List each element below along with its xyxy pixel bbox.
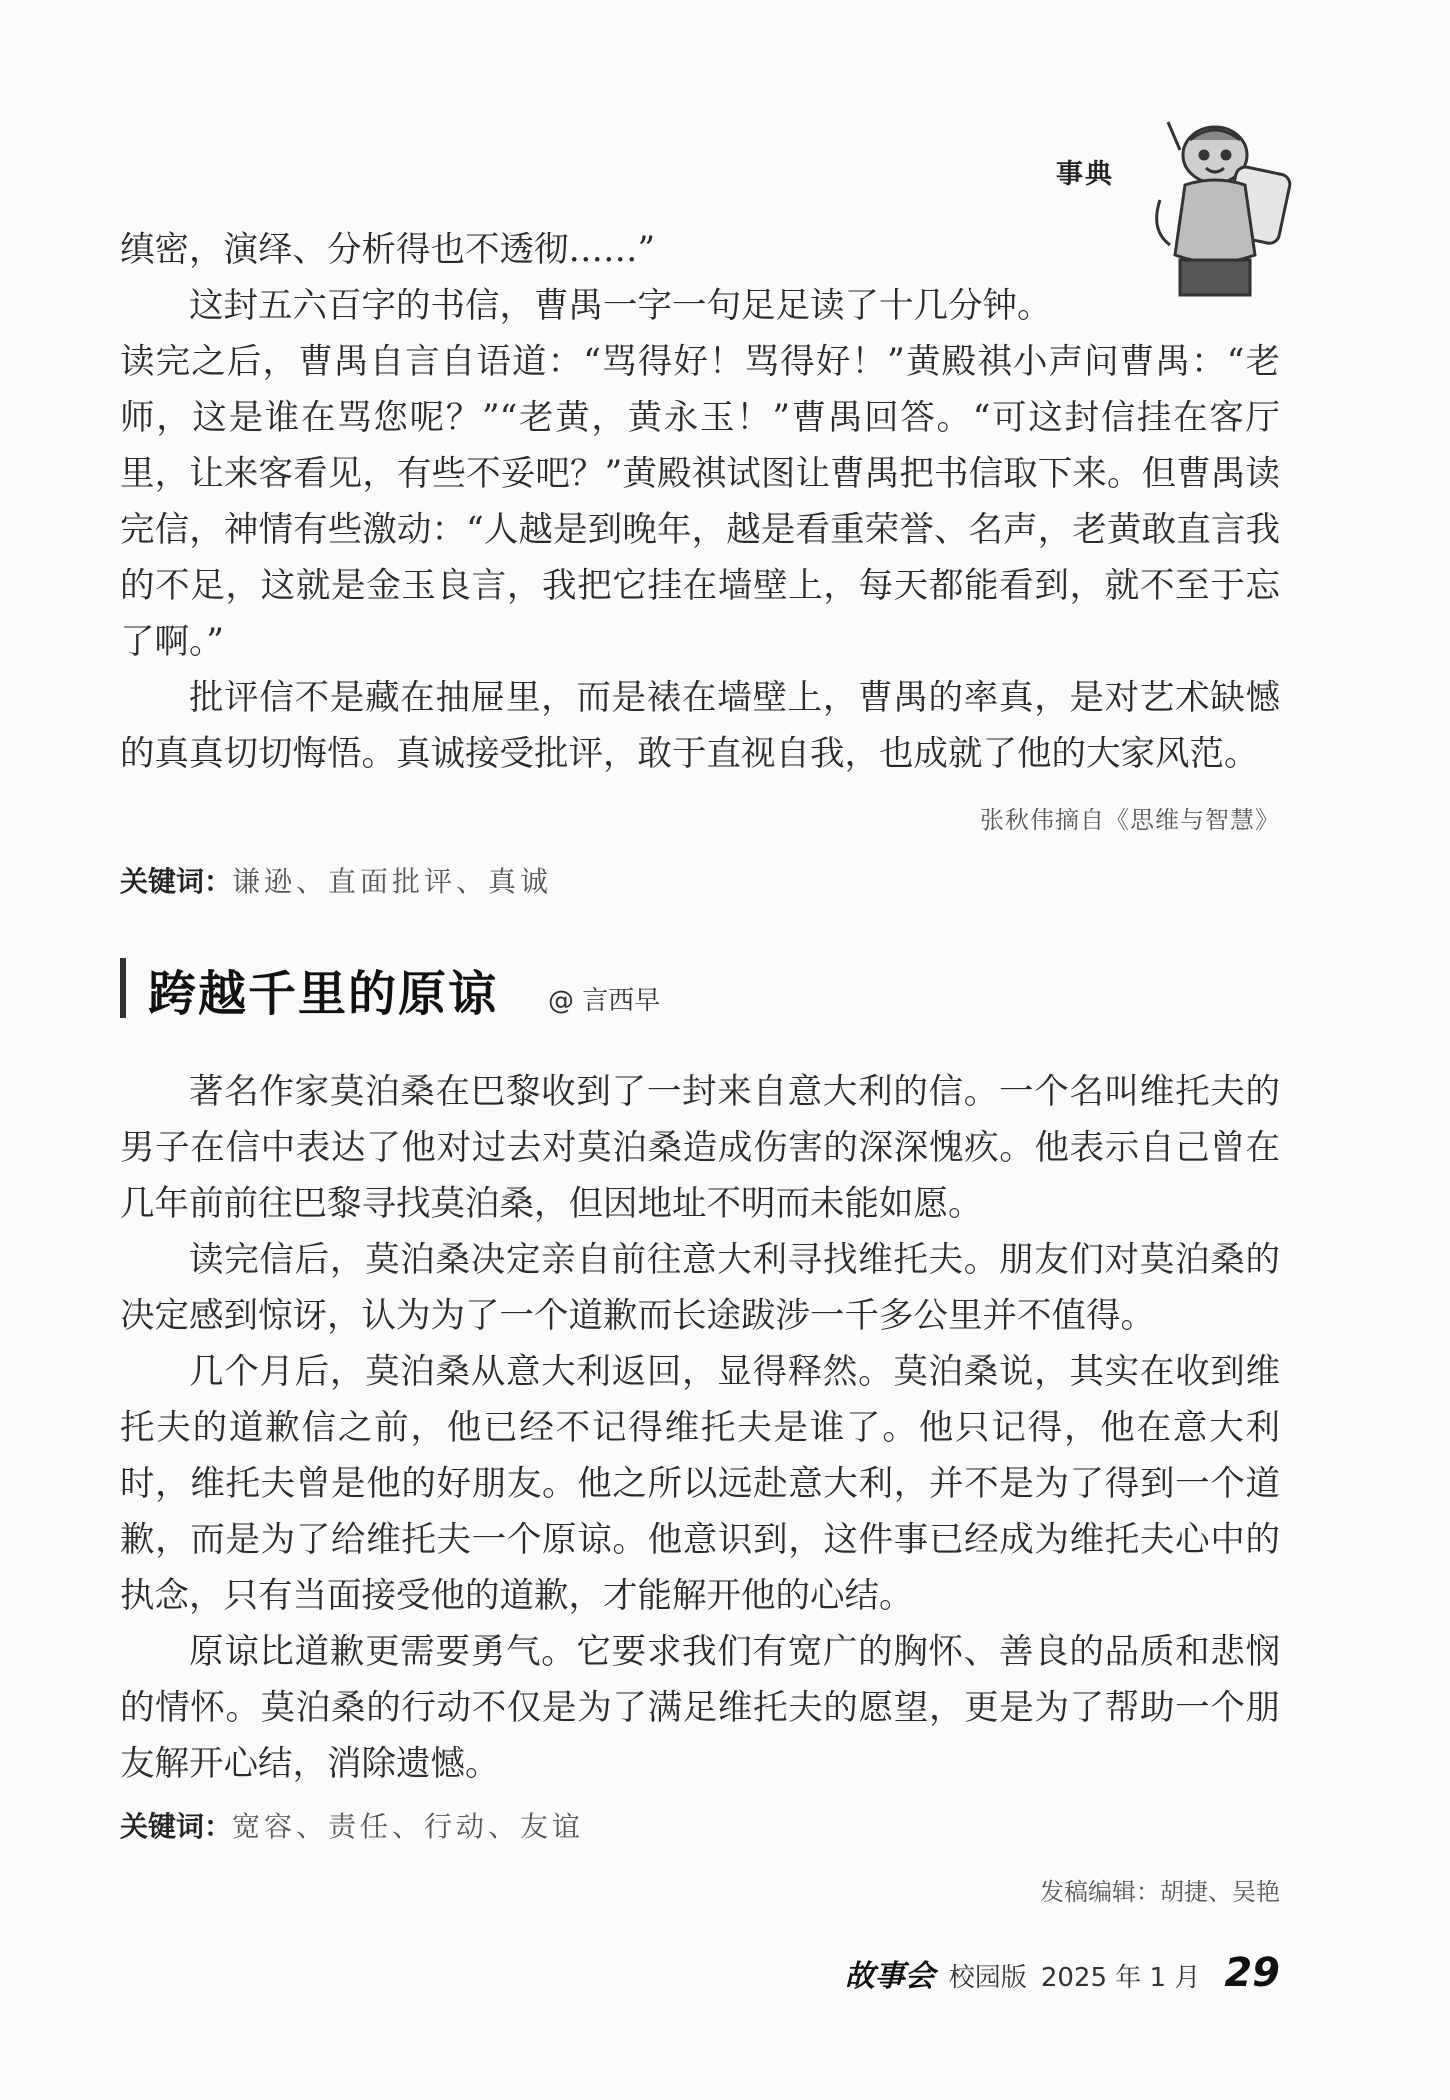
article1-paragraph: 批评信不是藏在抽屉里，而是裱在墙壁上，曹禺的率真，是对艺术缺憾的真真切切悔悟。真诚接受批评，敢于直视自我，也成就了他的大家风范。 <box>120 678 1280 774</box>
section-label: 事典 <box>1056 159 1114 190</box>
magazine-name: 故事会 <box>844 1959 935 1994</box>
magazine-edition: 校园版 <box>948 1963 1027 1993</box>
keywords-values: 谦逊、直面批评、真诚 <box>232 865 553 898</box>
article2-title: 跨越千里的原谅 <box>148 966 499 1022</box>
keywords-label: 关键词： <box>120 1810 233 1843</box>
article2-paragraph: 读完信后，莫泊桑决定亲自前往意大利寻找维托夫。朋友们对莫泊桑的决定感到惊讶，认为为了一个道歉而长途跋涉一千多公里并不值得。 <box>120 1240 1280 1336</box>
issue-date: 2025 年 1 月 <box>1040 1963 1201 1993</box>
article2-paragraph: 几个月后，莫泊桑从意大利返回，显得释然。莫泊桑说，其实在收到维托夫的道歉信之前，他已经不记得维托夫是谁了。他只记得，他在意大利时，维托夫曾是他的好朋友。他之所以远赴意大利，并不是为了得到一个道歉，而是为了给维托夫一个原谅。他意识到，这件事已经成为维托夫心中的执念，只有当面接受他的道歉，才能解开他的心结。 <box>120 1352 1280 1616</box>
article1-paragraph: 这封五六百字的书信，曹禺一字一句足足读了十几分钟。 <box>189 286 1052 326</box>
article2-keywords <box>120 1805 584 1845</box>
article1-body <box>120 222 1280 782</box>
article1-keywords <box>120 860 552 900</box>
article2-paragraph: 原谅比道歉更需要勇气。它要求我们有宽广的胸怀、善良的品质和悲悯的情怀。莫泊桑的行动不仅是为了满足维托夫的愿望，更是为了帮助一个朋友解开心结，消除遗憾。 <box>120 1632 1280 1784</box>
title-accent-bar <box>120 958 126 1018</box>
article1-source: 张秋伟摘自《思维与智慧》 <box>980 806 1280 834</box>
article2-paragraph: 著名作家莫泊桑在巴黎收到了一封来自意大利的信。一个名叫维托夫的男子在信中表达了他对过去对莫泊桑造成伤害的深深愧疚。他表示自己曾在几年前前往巴黎寻找莫泊桑，但因地址不明而未能如愿。 <box>120 1072 1280 1224</box>
page-number: 29 <box>1224 1950 1280 1996</box>
keywords-values: 宽容、责任、行动、友谊 <box>232 1810 585 1843</box>
page-footer <box>845 1950 1280 1996</box>
article2-body <box>120 1064 1280 1792</box>
article2-author: @ 言西早 <box>548 986 661 1016</box>
keywords-label: 关键词： <box>120 865 233 898</box>
article1-paragraph: 缜密，演绎、分析得也不透彻……” <box>120 230 656 270</box>
article1-paragraph: 读完之后，曹禺自言自语道：“骂得好！骂得好！”黄殿祺小声问曹禺：“老师，这是谁在骂您呢？”“老黄，黄永玉！”曹禺回答。“可这封信挂在客厅里，让来客看见，有些不妥吧？”黄殿祺试图让曹禺把书信取下来。但曹禺读完信，神情有些激动：“人越是到晚年，越是看重荣誉、名声，老黄敢直言我的不足，这就是金玉良言，我把它挂在墙壁上，每天都能看到，就不至于忘了啊。” <box>120 342 1280 662</box>
article2-editor: 发稿编辑：胡捷、吴艳 <box>1040 1878 1280 1906</box>
